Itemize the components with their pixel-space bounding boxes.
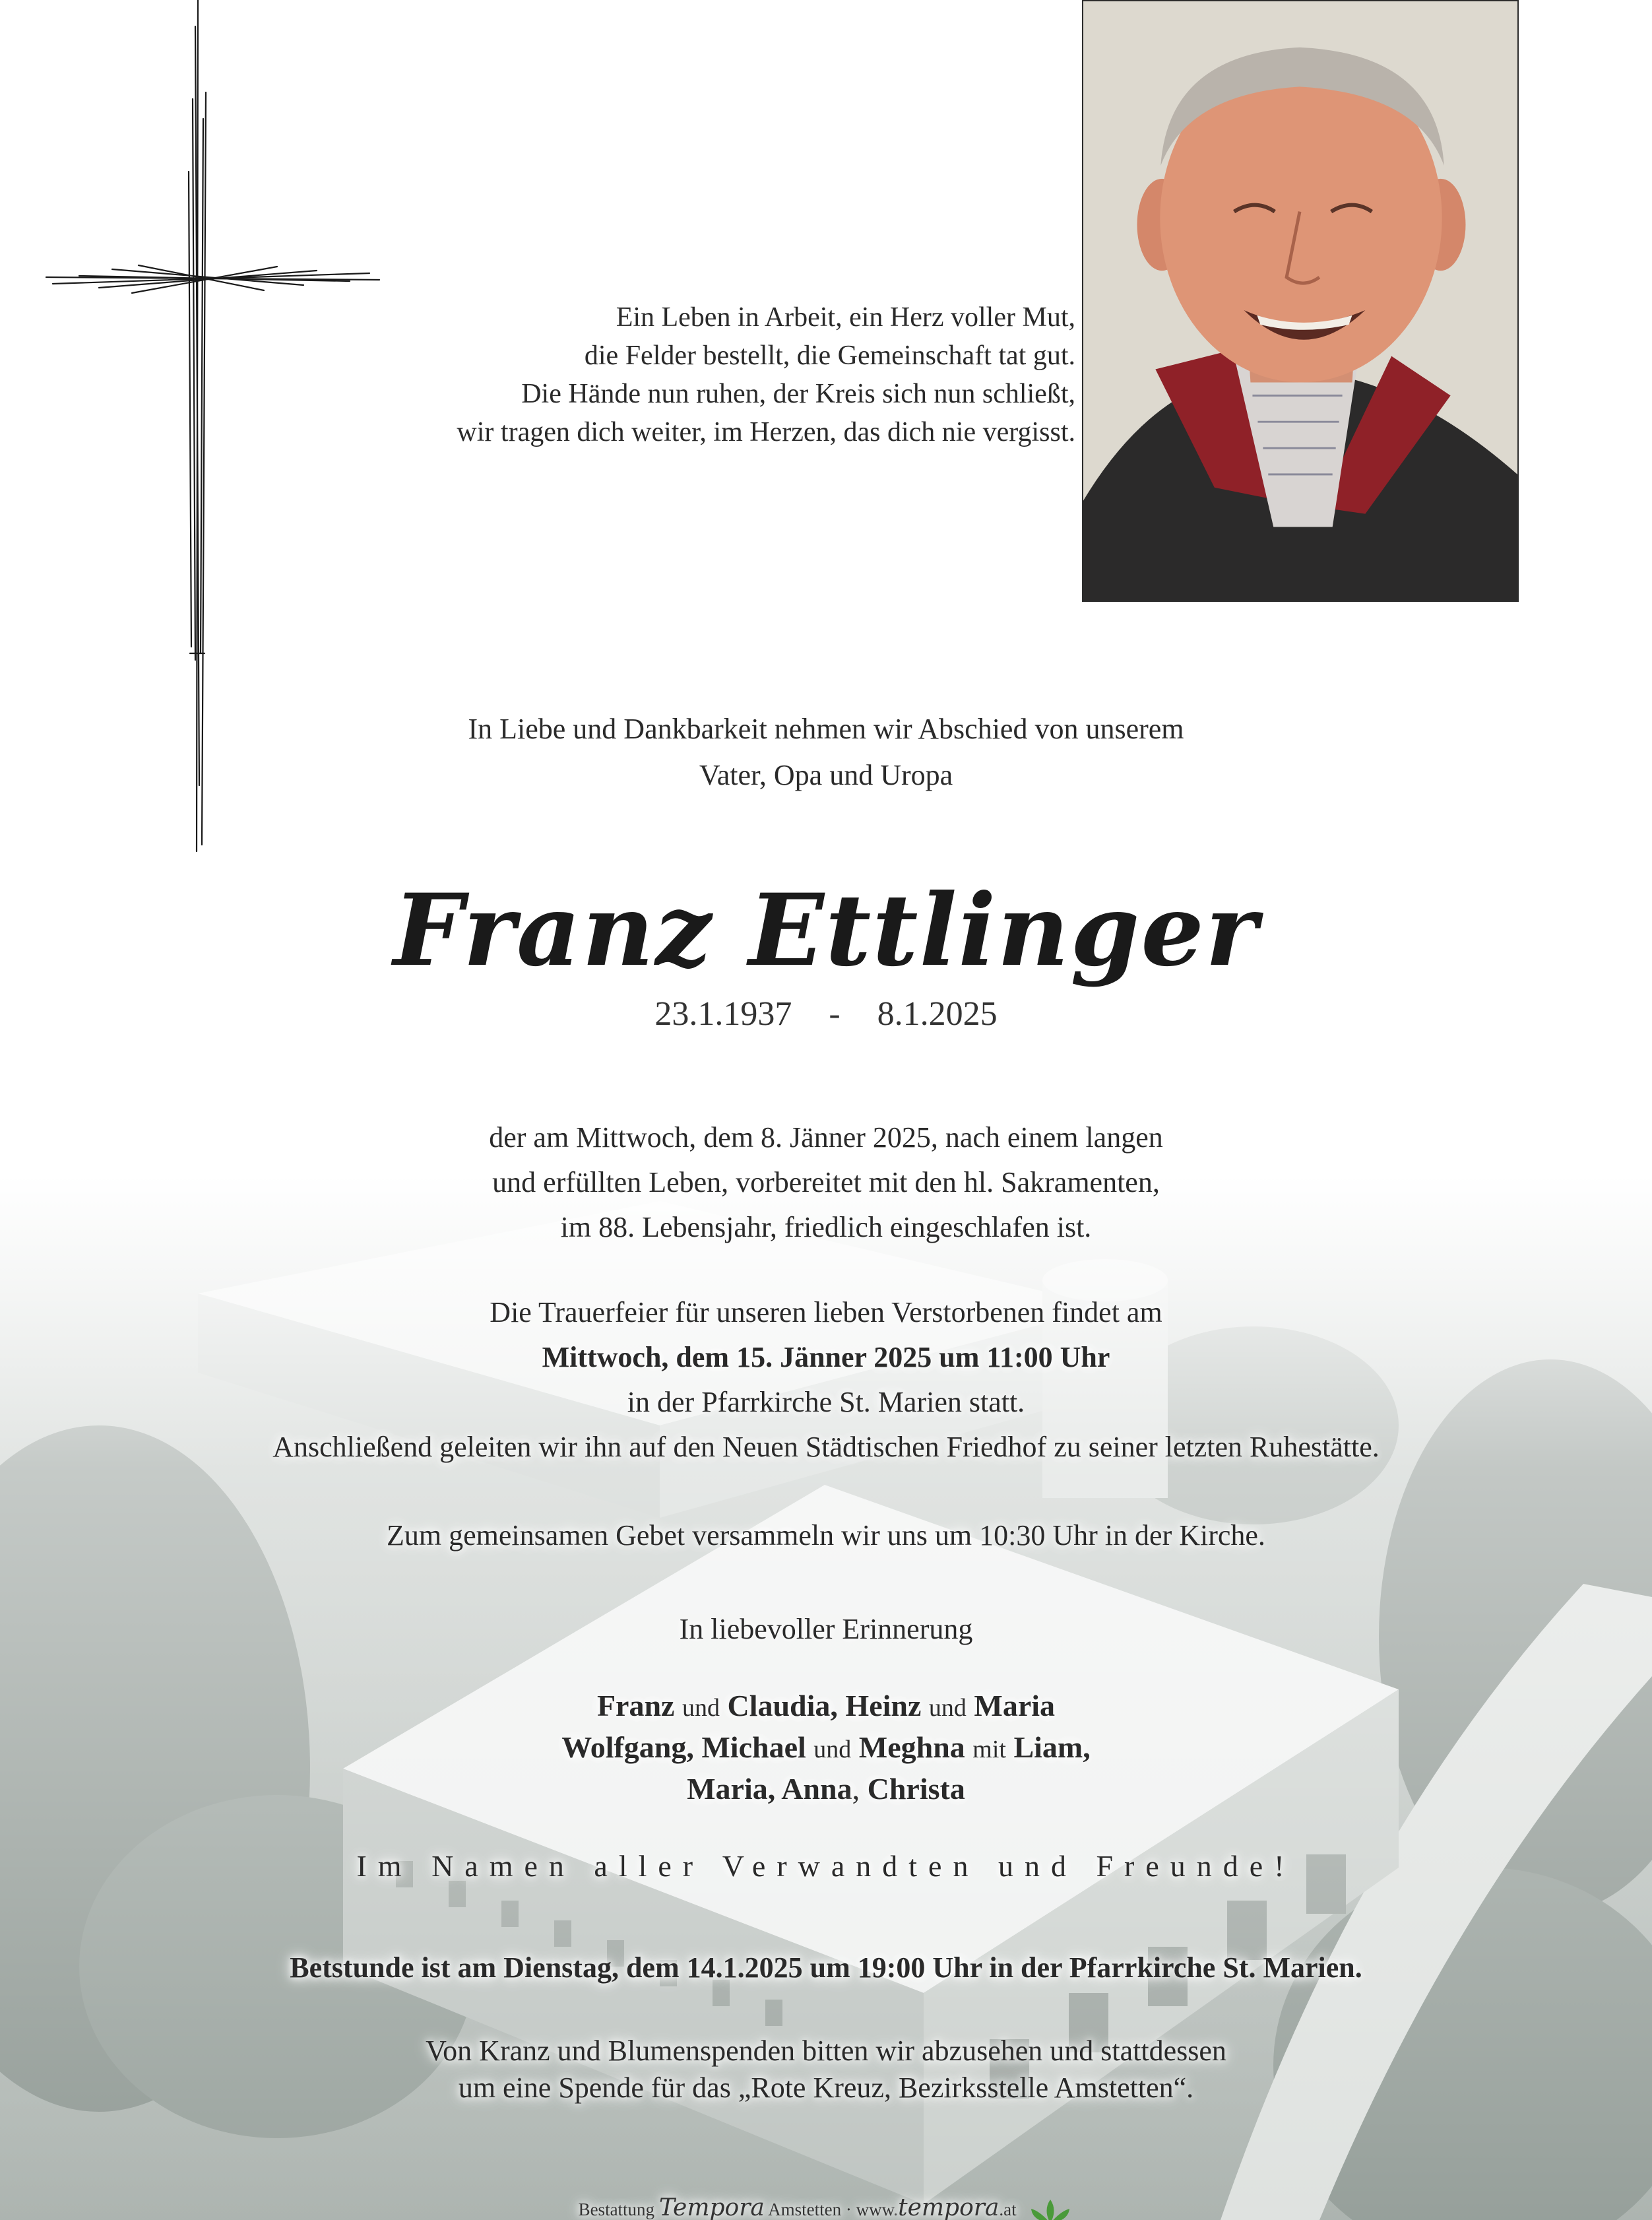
family-row <box>0 1769 1652 1809</box>
footer-brand: Tempora <box>658 2194 765 2220</box>
family-name: Maria <box>974 1689 1056 1722</box>
conjunction: und <box>813 1736 852 1763</box>
footer-web-brand: tempora <box>898 2194 1000 2220</box>
family-name: Maria, Anna <box>687 1772 852 1806</box>
family-name: Wolfgang, Michael <box>561 1730 806 1764</box>
conjunction: und <box>682 1694 720 1722</box>
family-names <box>0 1686 1652 1809</box>
poem-line: die Felder bestellt, die Gemeinschaft tat gut. <box>584 341 1075 371</box>
funeral-home-footer <box>0 2195 1652 2220</box>
family-row <box>0 1728 1652 1769</box>
family-name: Liam, <box>1013 1730 1091 1764</box>
portrait-photo <box>1082 0 1519 602</box>
farewell-intro <box>0 706 1652 799</box>
life-dates <box>0 991 1652 1037</box>
comma: , <box>852 1772 868 1806</box>
in-memory-heading: In liebevoller Erinnerung <box>679 1613 973 1645</box>
footer-tld: .at <box>999 2200 1017 2219</box>
relatives-signature: Im Namen aller Verwandten und Freunde! <box>356 1849 1296 1883</box>
conjunction: und <box>928 1694 967 1722</box>
ceremony-intro: Die Trauerfeier für unseren lieben Verstorbenen findet am <box>490 1296 1162 1328</box>
footer-city: Amstetten · www. <box>768 2200 899 2219</box>
deceased-name: Franz Ettlinger <box>393 872 1259 989</box>
poem-line: Ein Leben in Arbeit, ein Herz voller Mut, <box>616 302 1075 333</box>
donation-line-1: Von Kranz und Blumenspenden bitten wir abzusehen und stattdessen <box>426 2035 1226 2067</box>
announcement-line: und erfüllten Leben, vorbereitet mit den hl. Sakramenten, <box>492 1166 1160 1198</box>
poem-line: wir tragen dich weiter, im Herzen, das dich nie vergisst. <box>457 417 1075 447</box>
death-date: 8.1.2025 <box>877 995 998 1033</box>
poem-line: Die Hände nun ruhen, der Kreis sich nun schließt, <box>521 379 1075 409</box>
intro-line-1: In Liebe und Dankbarkeit nehmen wir Abschied von unserem <box>468 713 1184 745</box>
ceremony-place: in der Pfarrkirche St. Marien statt. <box>627 1386 1025 1418</box>
family-name: Christa <box>867 1772 965 1806</box>
footer-prefix: Bestattung <box>578 2200 655 2219</box>
family-row <box>0 1686 1652 1728</box>
date-separator: - <box>829 995 841 1033</box>
ceremony-date-time: Mittwoch, dem 15. Jänner 2025 um 11:00 Uhr <box>542 1341 1110 1373</box>
lotus-icon <box>1027 2197 1073 2220</box>
burial-info: Anschließend geleiten wir ihn auf den Neuen Städtischen Friedhof zu seiner letzten Ruhestätte. <box>272 1431 1380 1463</box>
announcement-line: der am Mittwoch, dem 8. Jänner 2025, nach einem langen <box>489 1121 1163 1154</box>
intro-line-2: Vater, Opa und Uropa <box>699 759 953 791</box>
family-name: Meghna <box>858 1730 965 1764</box>
poem <box>218 298 1075 451</box>
rosary-info: Betstunde ist am Dienstag, dem 14.1.2025 um 19:00 Uhr in der Pfarrkirche St. Marien. <box>290 1951 1362 1984</box>
donation-request <box>0 2033 1652 2106</box>
birth-date: 23.1.1937 <box>654 995 792 1033</box>
donation-line-2: um eine Spende für das „Rote Kreuz, Bezirksstelle Amstetten“. <box>458 2072 1194 2104</box>
announcement-line: im 88. Lebensjahr, friedlich eingeschlafen ist. <box>560 1211 1092 1243</box>
funeral-ceremony <box>0 1290 1652 1470</box>
conjunction: mit <box>972 1736 1006 1763</box>
family-name: Franz <box>596 1689 675 1722</box>
prayer-gathering: Zum gemeinsamen Gebet versammeln wir uns um 10:30 Uhr in der Kirche. <box>387 1519 1265 1551</box>
family-name: Claudia, Heinz <box>727 1689 922 1722</box>
death-announcement <box>0 1115 1652 1250</box>
